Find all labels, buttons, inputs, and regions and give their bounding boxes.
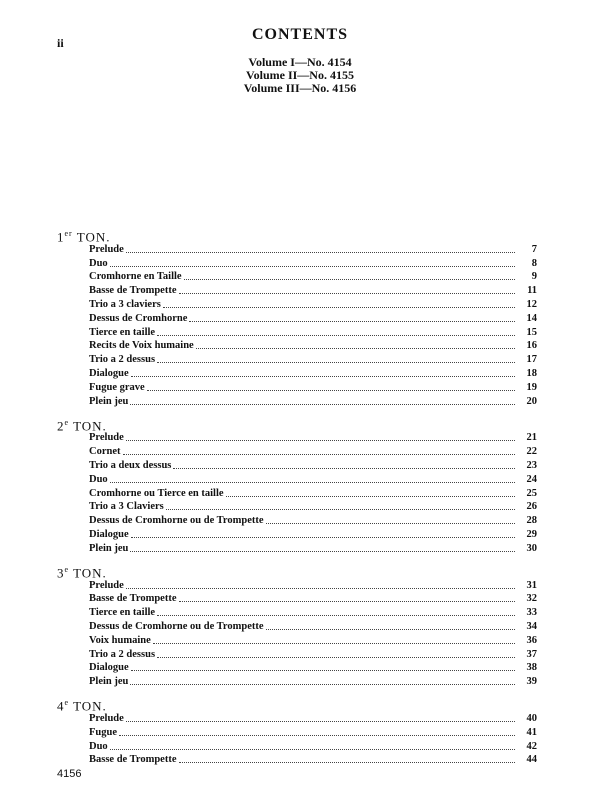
toc-entry — [57, 753, 537, 767]
entry-title: Dialogue — [89, 662, 129, 674]
entry-title: Basse de Trompette — [89, 593, 177, 605]
dot-leader — [147, 390, 515, 391]
entry-page-number: 26 — [526, 501, 537, 513]
toc-entry — [57, 256, 537, 270]
entry-title: Dessus de Cromhorne ou de Trompette — [89, 620, 264, 632]
section-number: 4 — [57, 698, 65, 714]
toc-entry — [57, 380, 537, 394]
entry-title: Prelude — [89, 579, 124, 591]
entry-page-number: 11 — [527, 285, 537, 297]
toc-entry — [57, 339, 537, 353]
entry-page-number: 14 — [526, 312, 537, 324]
dot-leader — [119, 735, 515, 736]
entry-title: Dialogue — [89, 528, 129, 540]
section-number: 1 — [57, 229, 65, 245]
section-label: TON. — [73, 417, 107, 433]
entry-page-number: 30 — [526, 542, 537, 554]
toc-entry — [57, 725, 537, 739]
dot-leader — [184, 279, 515, 280]
toc-entry — [57, 647, 537, 661]
dot-leader — [179, 762, 516, 763]
dot-leader — [110, 266, 515, 267]
entry-title: Duo — [89, 740, 108, 752]
section-heading — [57, 694, 537, 714]
dot-leader — [157, 335, 515, 336]
entry-page-number: 15 — [526, 326, 537, 338]
section-label: TON. — [73, 565, 107, 581]
section-ordinal-suffix: e — [64, 698, 70, 708]
toc-entry — [57, 431, 537, 445]
dot-leader — [157, 657, 515, 658]
entry-title: Voix humaine — [89, 634, 151, 646]
entry-page-number: 28 — [526, 515, 537, 527]
dot-leader — [123, 454, 516, 455]
toc-entry — [57, 592, 537, 606]
entry-page-number: 37 — [526, 648, 537, 660]
entry-page-number: 18 — [526, 367, 537, 379]
entry-title: Trio a 2 dessus — [89, 354, 156, 366]
entry-title: Dialogue — [89, 367, 129, 379]
toc-entry — [57, 619, 537, 633]
entry-title: Basse de Trompette — [89, 285, 177, 297]
toc-entry — [57, 311, 537, 325]
section-label: TON. — [73, 698, 107, 714]
volume-line: Volume III—No. 4156 — [243, 81, 357, 95]
entry-page-number: 12 — [526, 298, 537, 310]
entry-title: Duo — [89, 257, 108, 269]
toc-section — [57, 561, 537, 688]
entry-title: Duo — [89, 473, 108, 485]
toc-entry — [57, 500, 537, 514]
entry-page-number: 16 — [526, 340, 537, 352]
toc-entry — [57, 472, 537, 486]
dot-leader — [179, 601, 516, 602]
entry-page-number: 8 — [531, 257, 537, 269]
dot-leader — [126, 721, 515, 722]
dot-leader — [130, 684, 515, 685]
toc-section — [57, 225, 537, 408]
entry-page-number: 24 — [526, 473, 537, 485]
entry-page-number: 36 — [526, 634, 537, 646]
entry-page-number: 44 — [526, 754, 537, 766]
toc-entry — [57, 541, 537, 555]
entry-title: Plein jeu — [89, 395, 129, 407]
dot-leader — [266, 523, 515, 524]
entry-title: Tierce en taille — [89, 326, 156, 338]
entry-page-number: 42 — [526, 740, 537, 752]
entry-title: Dessus de Cromhorne ou de Trompette — [89, 515, 264, 527]
toc-entry — [57, 578, 537, 592]
toc-entry — [57, 527, 537, 541]
entry-page-number: 9 — [531, 271, 537, 283]
section-heading — [57, 225, 537, 245]
entry-title: Trio a deux dessus — [89, 459, 172, 471]
dot-leader — [131, 670, 515, 671]
dot-leader — [131, 376, 515, 377]
dot-leader — [110, 482, 515, 483]
dot-leader — [189, 321, 515, 322]
entry-page-number: 29 — [526, 528, 537, 540]
dot-leader — [157, 362, 515, 363]
entry-page-number: 41 — [526, 726, 537, 738]
toc-entry — [57, 394, 537, 408]
toc-entry — [57, 270, 537, 284]
section-ordinal-suffix: e — [64, 417, 70, 427]
entry-title: Dessus de Cromhorne — [89, 312, 188, 324]
dot-leader — [226, 496, 515, 497]
toc-section — [57, 414, 537, 555]
entry-title: Trio a 3 claviers — [89, 298, 161, 310]
entry-title: Cromhorne ou Tierce en taille — [89, 487, 224, 499]
toc-entry — [57, 297, 537, 311]
toc-entry — [57, 605, 537, 619]
entry-page-number: 25 — [526, 487, 537, 499]
toc-entry — [57, 458, 537, 472]
toc-entry — [57, 283, 537, 297]
entry-page-number: 23 — [526, 459, 537, 471]
toc-entry — [57, 661, 537, 675]
entry-title: Basse de Trompette — [89, 754, 177, 766]
entry-title: Fugue grave — [89, 381, 145, 393]
entry-page-number: 19 — [526, 381, 537, 393]
dot-leader — [126, 440, 515, 441]
volume-line: Volume II—No. 4155 — [246, 68, 354, 82]
section-ordinal-suffix: er — [64, 229, 73, 238]
dot-leader — [153, 643, 515, 644]
entry-page-number: 40 — [526, 712, 537, 724]
dot-leader — [173, 468, 515, 469]
entry-title: Prelude — [89, 432, 124, 444]
dot-leader — [266, 629, 515, 630]
entry-title: Prelude — [89, 243, 124, 255]
volume-line: Volume I—No. 4154 — [248, 55, 352, 69]
section-heading — [57, 414, 537, 431]
section-number: 2 — [57, 417, 65, 433]
dot-leader — [126, 252, 515, 253]
section-heading — [57, 561, 537, 581]
entry-title: Tierce en taille — [89, 607, 156, 619]
dot-leader — [131, 537, 515, 538]
entry-title: Cornet — [89, 446, 121, 458]
dot-leader — [196, 348, 515, 349]
dot-leader — [163, 307, 515, 308]
entry-page-number: 20 — [526, 395, 537, 407]
dot-leader — [110, 749, 515, 750]
toc-section — [57, 694, 537, 766]
entry-title: Cromhorne en Taille — [89, 271, 182, 283]
toc-entry — [57, 366, 537, 380]
dot-leader — [130, 404, 515, 405]
entry-title: Trio a 3 Claviers — [89, 501, 164, 513]
toc-entry — [57, 633, 537, 647]
toc-entry — [57, 674, 537, 688]
toc-entry — [57, 325, 537, 339]
section-ordinal-suffix: e — [64, 564, 70, 574]
entry-title: Plein jeu — [89, 542, 129, 554]
toc-entry — [57, 352, 537, 366]
toc-entry — [57, 711, 537, 725]
entry-page-number: 38 — [526, 662, 537, 674]
entry-title: Fugue — [89, 726, 118, 738]
toc-entry — [57, 242, 537, 256]
toc-entry — [57, 739, 537, 753]
toc-entry — [57, 513, 537, 527]
footer-catalog-number: 4156 — [57, 768, 82, 780]
section-label: TON. — [76, 229, 111, 245]
toc-entry — [57, 444, 537, 458]
entry-page-number: 32 — [526, 593, 537, 605]
entry-page-number: 39 — [526, 676, 537, 688]
entry-title: Prelude — [89, 712, 124, 724]
dot-leader — [157, 615, 515, 616]
volume-list — [0, 56, 600, 95]
entry-page-number: 17 — [526, 354, 537, 366]
entry-page-number: 34 — [526, 620, 537, 632]
entry-title: Trio a 2 dessus — [89, 648, 156, 660]
dot-leader — [166, 509, 515, 510]
entry-title: Plein jeu — [89, 676, 129, 688]
entry-page-number: 22 — [526, 446, 537, 458]
dot-leader — [179, 293, 516, 294]
page-title: CONTENTS — [251, 26, 349, 43]
entry-title: Recits de Voix humaine — [89, 340, 194, 352]
dot-leader — [126, 588, 515, 589]
section-number: 3 — [57, 565, 65, 581]
table-of-contents — [57, 225, 537, 772]
entry-page-number: 31 — [526, 579, 537, 591]
contents-header — [0, 26, 600, 95]
toc-entry — [57, 486, 537, 500]
entry-page-number: 33 — [526, 607, 537, 619]
page-number: ii — [57, 36, 64, 50]
dot-leader — [130, 551, 515, 552]
entry-page-number: 7 — [531, 243, 537, 255]
entry-page-number: 21 — [526, 432, 537, 444]
